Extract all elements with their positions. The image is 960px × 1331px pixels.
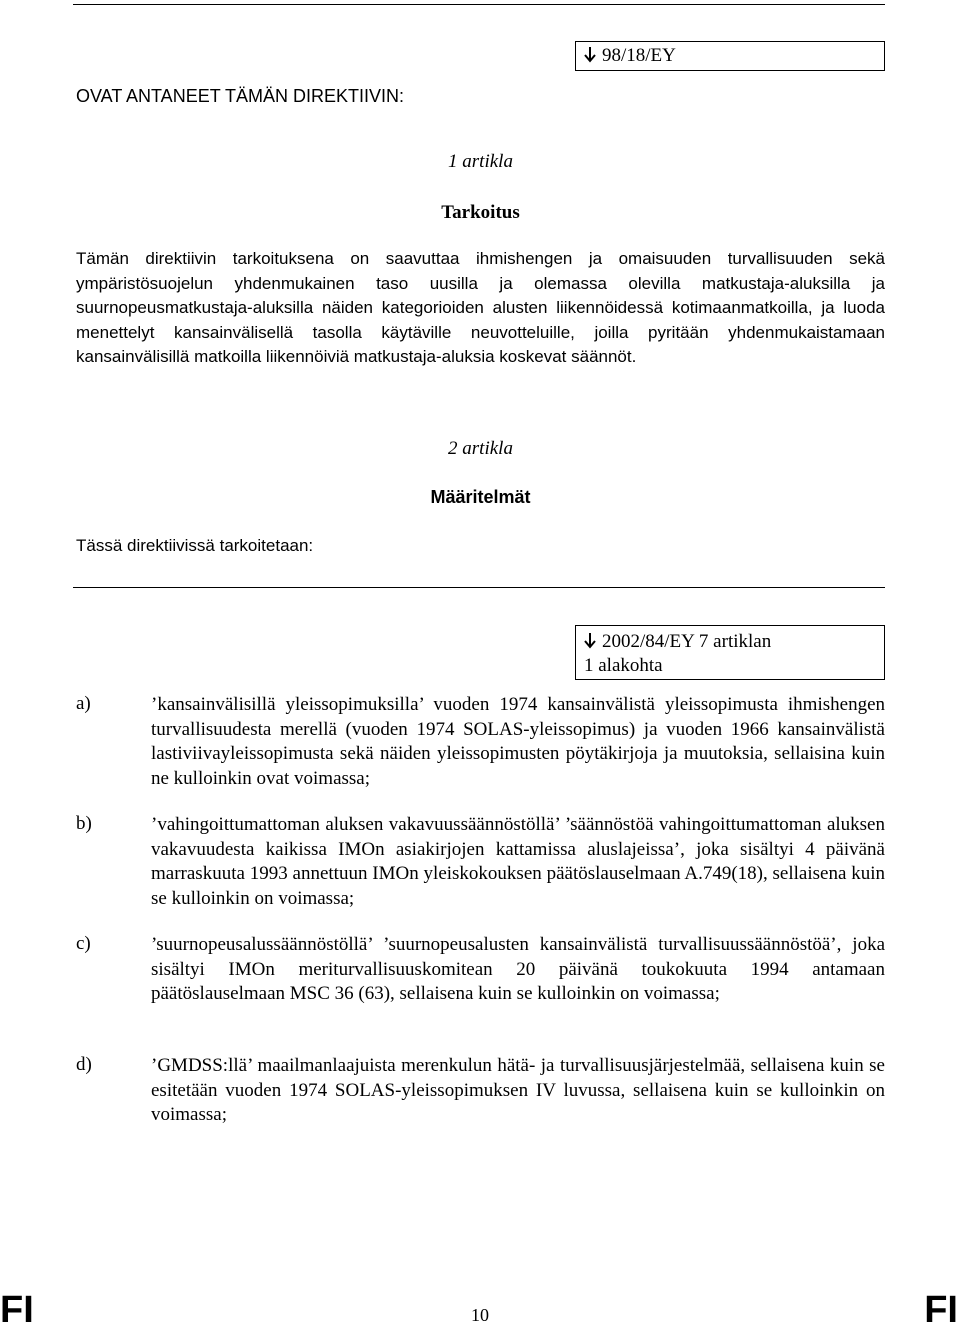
top-rule (73, 4, 885, 5)
article-1-number: 1 artikla (448, 151, 513, 172)
item-b-text: ’vahingoittumattoman aluksen vakavuussäännöstöllä’ ’säännöstöä vahingoittumattoman aluksen vakavuudesta kaikissa IMOn asiakirjojen kattamissa aluslajeissa’, joka sisältyi 4 päivänä marraskuuta 1993 annettuun IMOn yleiskokouksen päätöslauselmaan A.749(18), sellaisena kuin se kulloinkin on voimassa; (151, 814, 885, 909)
item-b-letter: b) (76, 813, 92, 834)
amendment-source-line1: 2002/84/EY 7 artiklan (602, 631, 772, 652)
article-2-number: 2 artikla (448, 438, 513, 459)
amendment-marker-box (575, 41, 885, 71)
article-2-title: Määritelmät (430, 487, 531, 507)
preamble: OVAT ANTANEET TÄMÄN DIREKTIIVIN: (76, 86, 405, 106)
down-arrow-icon (584, 47, 596, 63)
item-a-text: ’kansainvälisillä yleissopimuksilla’ vuoden 1974 kansainvälistä yleissopimusta ihmishengen turvallisuudesta merellä (vuoden 1974 SOLAS-yleissopimus) ja vuoden 1966 kansainvälistä lastiviivayleissopimusta sekä näiden yleissopimusten pöytäkirjoja ja muutoksia, sellaisina kuin ne kulloinkin ovat voimassa; (151, 694, 885, 789)
footer-language-right: FI (924, 1289, 958, 1331)
item-d-text: ’GMDSS:llä’ maailmanlaajuista merenkulun hätä- ja turvallisuusjärjestelmää, sellaisena kuin se esitetään vuoden 1974 SOLAS-yleissopimuksen IV luvussa, sellaisena kuin se kulloinkin on voimassa; (151, 1055, 885, 1125)
section-rule (73, 587, 885, 588)
amendment-source: 98/18/EY (602, 45, 676, 66)
amendment-marker-box-2 (575, 625, 885, 680)
page-number: 10 (471, 1305, 489, 1325)
item-c-text: ’suurnopeusalussäännöstöllä’ ’suurnopeusalusten kansainvälistä turvallisuussäännöstöä’, joka sisältyi IMOn meriturvallisuuskomitean 20 päivänä toukokuuta 1994 antamaan päätöslauselmaan MSC 36 (63), sellaisena kuin se kulloinkin on voimassa; (151, 934, 885, 1004)
item-c-letter: c) (76, 933, 91, 954)
amendment-source-line2: 1 alakohta (584, 655, 663, 676)
item-d-letter: d) (76, 1054, 92, 1075)
footer-language-left: FI (0, 1289, 34, 1331)
article-1-body: Tämän direktiivin tarkoituksena on saavuttaa ihmishengen ja omaisuuden turvallisuuden sekä ympäristösuojelun yhdenmukainen taso uusilla ja olemassa olevilla matkustaja-aluksilla ja suurnopeusmatkustaja-aluksilla näiden kategorioiden alusten liikennöidessä kotimaanmatkoilla, ja luoda menettelyt kansainvälisellä tasolla käytäville neuvotteluille, joilla pyritään yhdenmukaistamaan kansainvälisillä matkoilla liikennöiviä matkustaja-aluksia koskevat säännöt. (76, 249, 885, 366)
item-a-letter: a) (76, 693, 91, 714)
down-arrow-icon (584, 633, 596, 649)
article-2-intro: Tässä direktiivissä tarkoitetaan: (76, 536, 314, 555)
article-1-title: Tarkoitus (441, 202, 520, 223)
